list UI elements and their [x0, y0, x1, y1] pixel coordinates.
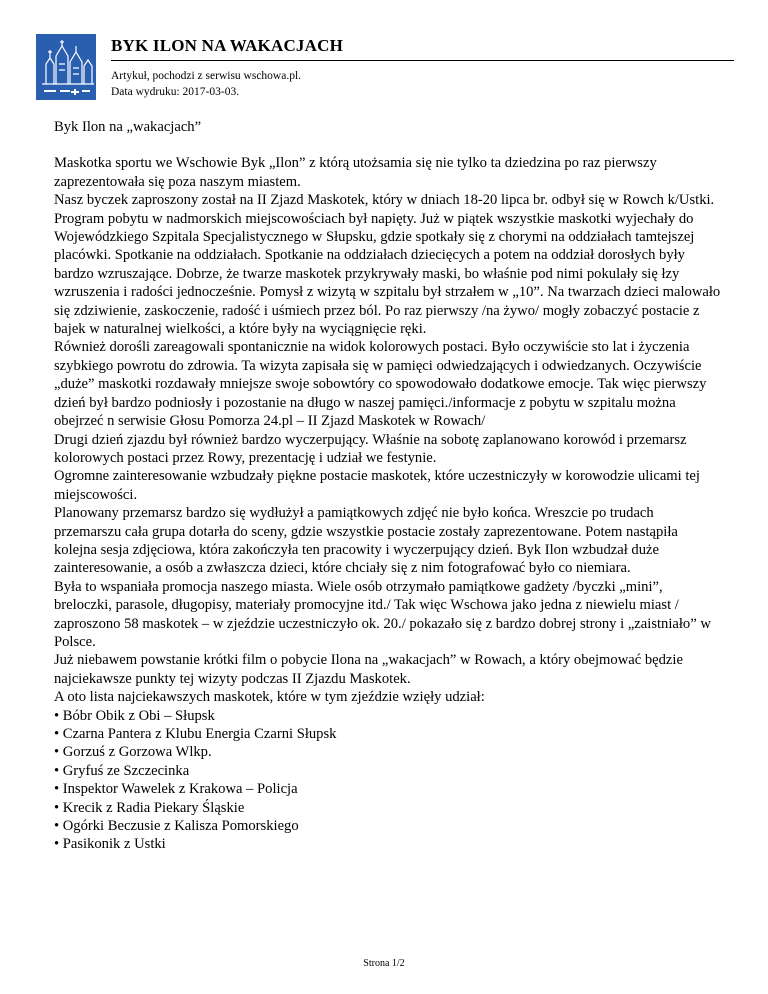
wschowa-town-logo-icon — [36, 34, 96, 100]
article-paragraph: Nasz byczek zaproszony został na II Zjazd Maskotek, który w dniach 18-20 lipca br. odbył się w Rowch k/Ustki. — [54, 192, 715, 209]
article-paragraph: A oto lista najciekawszych maskotek, które w tym zjeździe wzięły udział: — [54, 689, 485, 706]
list-item: • Pasikonik z Ustki — [54, 835, 724, 853]
article-paragraph: Ogromne zainteresowanie wzbudzały piękne postacie maskotek, które uczestniczyły w korowodzie ulicami tej miejscowości. — [54, 468, 700, 503]
list-item: • Inspektor Wawelek z Krakowa – Policja — [54, 780, 724, 798]
article-paragraph: Już niebawem powstanie krótki film o pobycie Ilona na „wakacjach” w Rowach, a który obejmować będzie najciekawsze punkty tej wizyty podczas II Zjazdu Maskotek. — [54, 652, 683, 687]
source-line: Artykuł, pochodzi z serwisu wschowa.pl. — [111, 70, 302, 82]
list-item: • Gorzuś z Gorzowa Wlkp. — [54, 743, 724, 761]
print-date-line: Data wydruku: 2017-03-03. — [111, 86, 240, 98]
list-item: • Bóbr Obik z Obi – Słupsk — [54, 707, 724, 725]
list-item: • Gryfuś ze Szczecinka — [54, 762, 724, 780]
article-paragraph: Była to wspaniała promocja naszego miasta. Wiele osób otrzymało pamiątkowe gadżety /byczki „mini”, breloczki, parasole, długopisy, materiały promocyjne itd./ Tak więc Wschowa jako jedna z niewielu miast / zaproszono 58 maskotek – w zjeździe uczestniczyło ok. 20./ pokazało się z bardzo dobrej strony i „zaistniało” w Polsce. — [54, 578, 711, 650]
document-title: BYK ILON NA WAKACJACH — [111, 36, 343, 55]
article-body — [54, 118, 724, 854]
mascot-list — [54, 707, 724, 854]
list-item: • Ogórki Beczusie z Kalisza Pomorskiego — [54, 817, 724, 835]
article-paragraph: Maskotka sportu we Wschowie Byk „Ilon” z którą utożsamia się nie tylko ta dziedzina po raz pierwszy zaprezentowała się poza naszym miastem. — [54, 155, 657, 190]
list-item: • Czarna Pantera z Klubu Energia Czarni Słupsk — [54, 725, 724, 743]
article-paragraph: Również dorośli zareagowali spontanicznie na widok kolorowych postaci. Było oczywiście sto lat i życzenia szybkiego powrotu do zdrowia. Ta wizyta zapisała się w pamięci odwiedzających i odwiedzanych. Oczywiście „duże” maskotki rozdawały mniejsze swoje sobowtóry co spowodowało dodatkowe emocje. Tak więc pierwszy dzień był bardzo podniosły i pozostanie na długo w naszej pamięci./informacje z pobytu w szpitalu można obejrzeć n serwisie Głosu Pomorza 24.pl – II Zjazd Maskotek w Rowach/ — [54, 339, 707, 430]
list-item: • Krecik z Radia Piekary Śląskie — [54, 799, 724, 817]
page-number: Strona 1/2 — [363, 958, 405, 969]
article-paragraph: Drugi dzień zjazdu był również bardzo wyczerpujący. Właśnie na sobotę zaplanowano korowód i przemarsz kolorowych postaci przez Rowy, prezentację i udział we festynie. — [54, 431, 687, 466]
article-paragraph: Planowany przemarsz bardzo się wydłużył a pamiątkowych zdjęć nie było końca. Wreszcie po trudach przemarszu cała grupa dotarła do sceny, gdzie wszystkie postacie zostały zaprezentowane. Potem nastąpiła kolejna sesja zdjęciowa, która zakończyła ten pracowity i wyczerpujący dzień. Byk Ilon wzbudzał duże zainteresowanie, a osób a zwłaszcza dzieci, które chciały się z nim fotografować było co niemiara. — [54, 505, 678, 577]
article-paragraph: Program pobytu w nadmorskich miejscowościach był napięty. Już w piątek wszystkie maskotki wyjechały do Wojewódzkiego Szpitala Specjalistycznego w Słupsku, gdzie spotkały się z chorymi na oddziałach tamtejszej placówki. Spotkanie na oddziałach. Spotkanie na oddziałach dziecięcych a potem na oddział dorosłych były bardzo wzruszające. Dobrze, że twarze maskotek przykrywały maski, bo właśnie pod nimi pokulały się łzy wzruszenia i radości jednocześnie. Pomysł z wizytą w szpitalu był strzałem w „10”. Na twarzach dzieci malowało się zdziwienie, zaskoczenie, radość i uśmiech przez ból. Po raz pierwszy /na żywo/ mogły zobaczyć postacie z bajek w naturalnej wielkości, a które były na wyciągnięcie ręki. — [54, 210, 721, 338]
title-underline — [111, 60, 734, 61]
article-heading: Byk Ilon na „wakacjach” — [54, 119, 202, 135]
document-meta — [111, 68, 301, 100]
